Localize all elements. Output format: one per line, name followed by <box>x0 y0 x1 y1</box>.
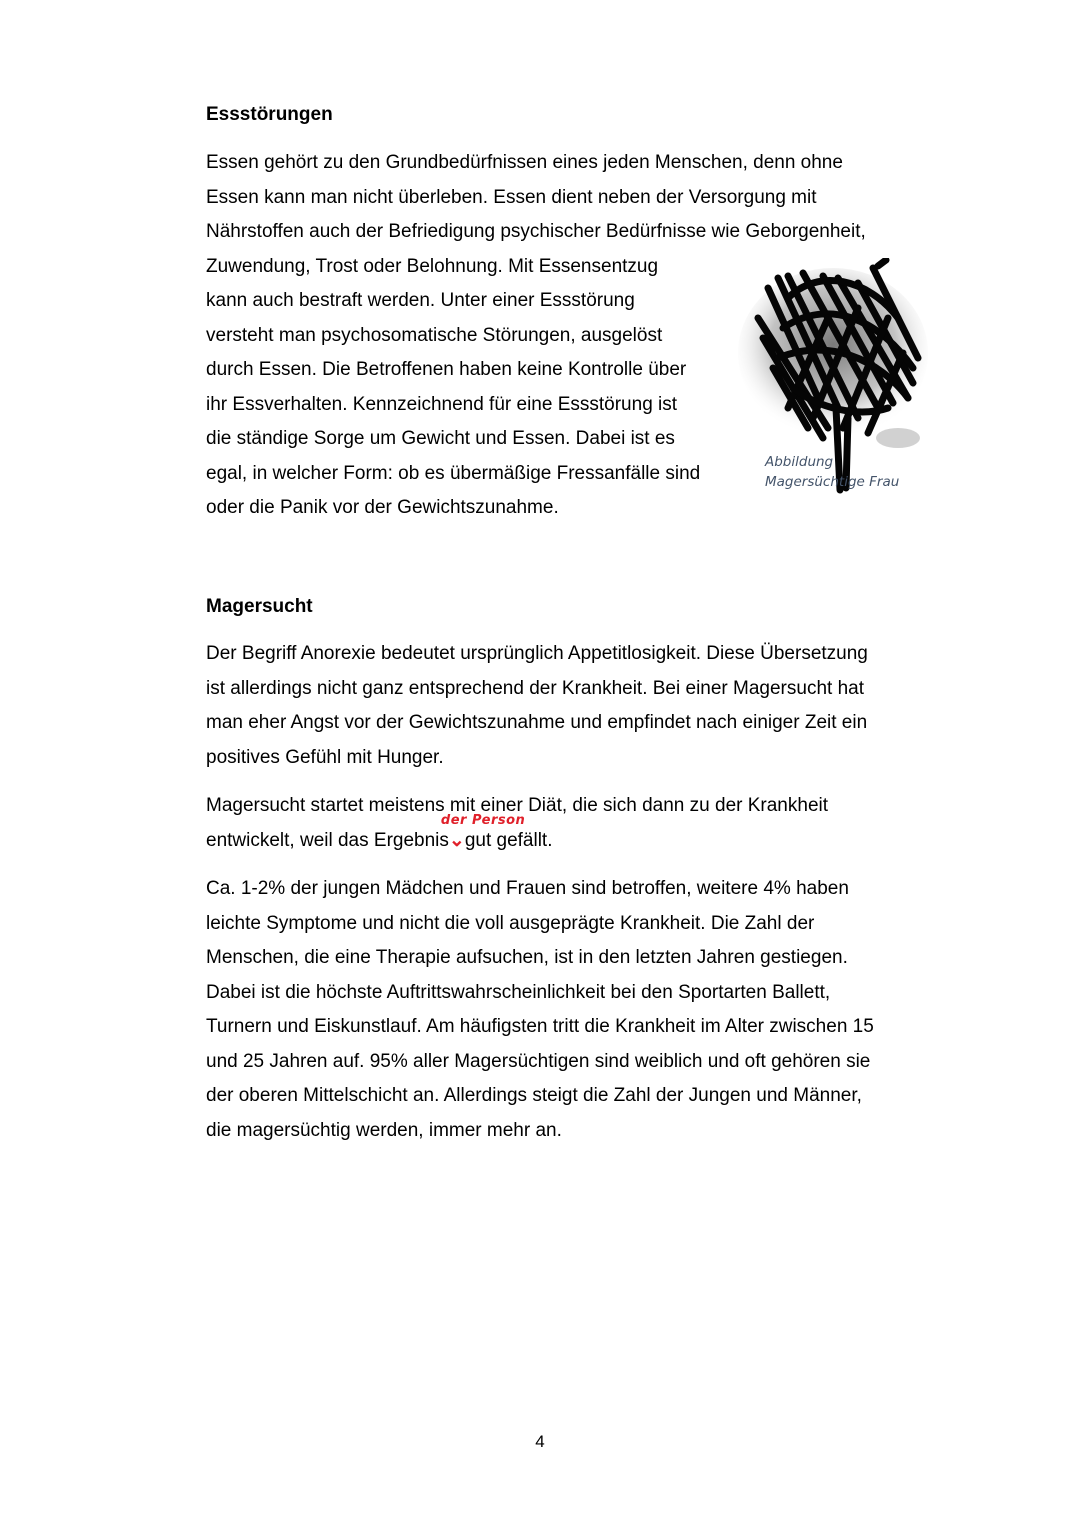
text-line: Menschen, die eine Therapie aufsuchen, ist in den letzten Jahren gestiegen. <box>206 947 848 968</box>
text-line: Dabei ist die höchste Auftrittswahrscheinlichkeit bei den Sportarten Ballett, <box>206 981 831 1003</box>
caret-mark-icon: ⌄ <box>448 829 465 851</box>
text-line: positives Gefühl mit Hunger. <box>206 746 444 768</box>
text-line: Turnern und Eiskunstlauf. Am häufigsten tritt die Krankheit im Alter zwischen 15 <box>206 1016 874 1037</box>
text-line: Nährstoffen auch der Befriedigung psychischer Bedürfnisse wie Geborgenheit, <box>206 221 866 242</box>
caption-line-1: Abbildung <box>765 454 834 470</box>
paragraph-anorexie <box>206 637 868 775</box>
text-line: kann auch bestraft werden. Unter einer Essstörung <box>206 290 635 311</box>
paragraph-diaet <box>206 789 828 858</box>
text-line: durch Essen. Die Betroffenen haben keine Kontrolle über <box>206 359 687 380</box>
text-line: Essen kann man nicht überleben. Essen dient neben der Versorgung mit <box>206 186 817 208</box>
photo-shoe <box>876 428 920 448</box>
text-after-insert: gut gefällt. <box>464 829 553 851</box>
text-line: egal, in welcher Form: ob es übermäßige Fressanfälle sind <box>206 462 701 484</box>
heading-magersucht: Magersucht <box>206 596 313 617</box>
figure-caption <box>765 452 899 492</box>
text-line: Zuwendung, Trost oder Belohnung. Mit Essensentzug <box>206 255 659 277</box>
text-line: Ca. 1-2% der jungen Mädchen und Frauen sind betroffen, weitere 4% haben <box>206 878 849 899</box>
text-line: die ständige Sorge um Gewicht und Essen. Dabei ist es <box>206 428 675 449</box>
paragraph-statistik <box>206 872 874 1148</box>
text-line-with-correction <box>206 812 828 859</box>
text-line: Essen gehört zu den Grundbedürfnissen eines jeden Menschen, denn ohne <box>206 152 843 173</box>
text-line: die magersüchtig werden, immer mehr an. <box>206 1119 562 1141</box>
text-line: man eher Angst vor der Gewichtszunahme und empfindet nach einiger Zeit ein <box>206 712 868 733</box>
text-line: der oberen Mittelschicht an. Allerdings steigt die Zahl der Jungen und Männer, <box>206 1085 862 1106</box>
text-line: versteht man psychosomatische Störungen, ausgelöst <box>206 324 663 346</box>
text-line: leichte Symptome und nicht die voll ausgeprägte Krankheit. Die Zahl der <box>206 912 815 934</box>
caption-line-2: Magersüchtige Frau <box>765 474 900 490</box>
handwritten-insert: der Person <box>440 812 526 828</box>
text-line: oder die Panik vor der Gewichtszunahme. <box>206 497 559 518</box>
text-line: Der Begriff Anorexie bedeutet ursprünglich Appetitlosigkeit. Diese Übersetzung <box>206 643 868 664</box>
heading-essstoerungen: Essstörungen <box>206 104 333 125</box>
page-number: 4 <box>535 1432 545 1451</box>
text-line: ist allerdings nicht ganz entsprechend der Krankheit. Bei einer Magersucht hat <box>206 677 864 699</box>
text-line: Magersucht startet meistens mit einer Diät, die sich dann zu der Krankheit <box>206 795 829 816</box>
text-before-insert: entwickelt, weil das Ergebnis <box>206 829 449 851</box>
text-line: ihr Essverhalten. Kennzeichnend für eine Essstörung ist <box>206 393 678 415</box>
text-line: und 25 Jahren auf. 95% aller Magersüchtigen sind weiblich und oft gehören sie <box>206 1050 871 1072</box>
